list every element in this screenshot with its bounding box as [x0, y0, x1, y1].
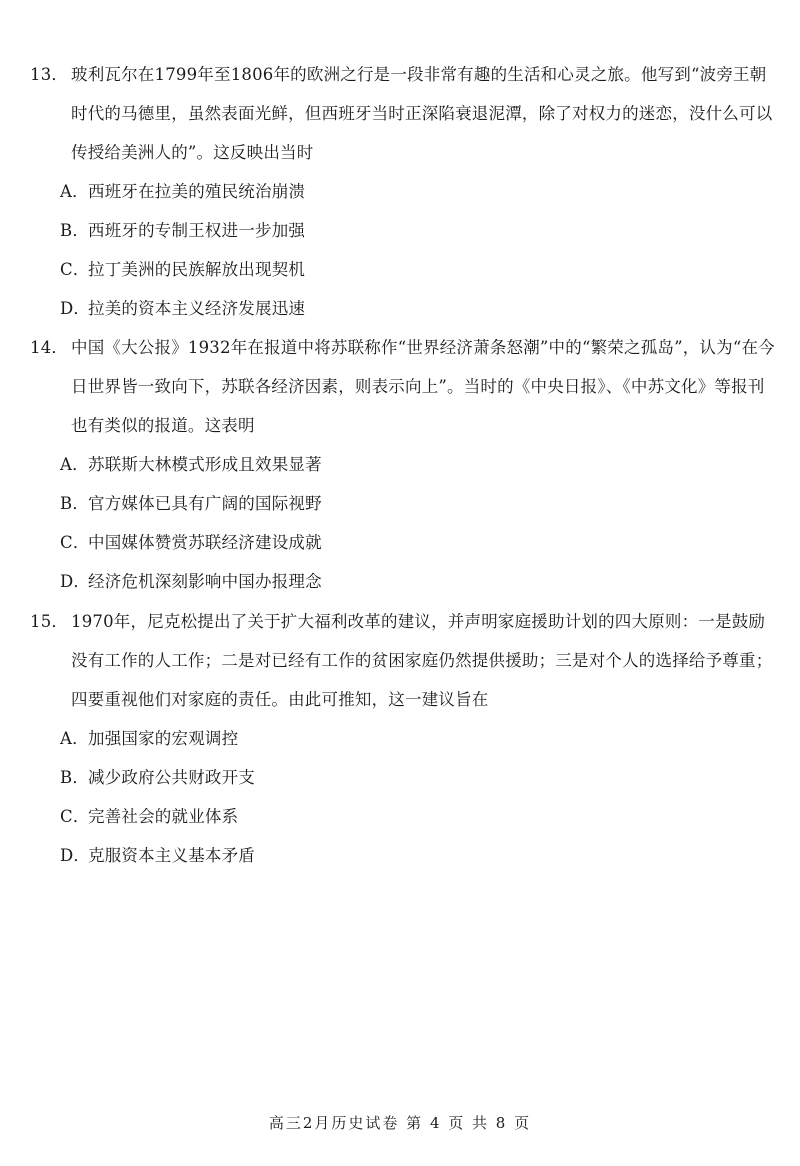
option-text: 克服资本主义基本矛盾 [88, 846, 255, 865]
question-text: 中国《大公报》1932年在报道中将苏联称作“世界经济萧条怒潮”中的“繁荣之孤岛”，认为“在今日世界皆一致向下，苏联各经济因素，则表示向上”。当时的《中央日报》、《中苏文化》等报刊也有类似的报道。这表明 [71, 338, 775, 435]
option-b [30, 484, 775, 523]
option-text: 西班牙的专制王权进一步加强 [88, 221, 306, 240]
question-15 [30, 602, 775, 875]
option-text: 苏联斯大林模式形成且效果显著 [88, 455, 322, 474]
option-text: 拉丁美洲的民族解放出现契机 [88, 260, 306, 279]
question-number: 14． [30, 338, 69, 357]
option-c [30, 797, 775, 836]
option-c [30, 523, 775, 562]
option-text: 官方媒体已具有广阔的国际视野 [88, 494, 322, 513]
option-a [30, 445, 775, 484]
option-b [30, 211, 775, 250]
option-letter: C． [60, 260, 90, 279]
option-b [30, 758, 775, 797]
option-letter: A． [60, 182, 89, 201]
option-list [30, 445, 775, 601]
option-letter: D． [60, 572, 91, 591]
page-footer: 高三2月历史试卷 第 4 页 共 8 页 [268, 1114, 532, 1132]
option-text: 西班牙在拉美的殖民统治崩溃 [88, 182, 306, 201]
option-text: 完善社会的就业体系 [88, 807, 239, 826]
option-text: 拉美的资本主义经济发展迅速 [88, 299, 306, 318]
option-text: 减少政府公共财政开支 [88, 768, 255, 787]
option-text: 经济危机深刻影响中国办报理念 [88, 572, 322, 591]
question-stem [30, 55, 775, 172]
option-letter: C． [60, 533, 90, 552]
question-stem [30, 328, 775, 445]
option-letter: D． [60, 846, 91, 865]
option-a [30, 719, 775, 758]
option-d [30, 289, 775, 328]
option-text: 加强国家的宏观调控 [88, 729, 239, 748]
question-number: 13． [30, 65, 69, 84]
option-text: 中国媒体赞赏苏联经济建设成就 [88, 533, 322, 552]
option-letter: B． [60, 768, 90, 787]
option-d [30, 562, 775, 601]
question-14 [30, 328, 775, 601]
option-letter: B． [60, 494, 90, 513]
option-letter: C． [60, 807, 90, 826]
option-c [30, 250, 775, 289]
option-letter: A． [60, 729, 89, 748]
option-list [30, 719, 775, 875]
option-letter: D． [60, 299, 91, 318]
question-text: 玻利瓦尔在1799年至1806年的欧洲之行是一段非常有趣的生活和心灵之旅。他写到“波旁王朝时代的马德里，虽然表面光鲜，但西班牙当时正深陷衰退泥潭，除了对权力的迷恋，没什么可以传授给美洲人的”。这反映出当时 [71, 65, 773, 162]
option-a [30, 172, 775, 211]
option-list [30, 172, 775, 328]
question-13 [30, 55, 775, 328]
option-letter: A． [60, 455, 89, 474]
question-stem [30, 602, 775, 719]
question-text: 1970年，尼克松提出了关于扩大福利改革的建议，并声明家庭援助计划的四大原则：一是鼓励没有工作的人工作；二是对已经有工作的贫困家庭仍然提供援助；三是对个人的选择给予尊重；四要重视他们对家庭的责任。由此可推知，这一建议旨在 [71, 612, 773, 709]
option-d [30, 836, 775, 875]
option-letter: B． [60, 221, 90, 240]
question-number: 15． [30, 612, 69, 631]
